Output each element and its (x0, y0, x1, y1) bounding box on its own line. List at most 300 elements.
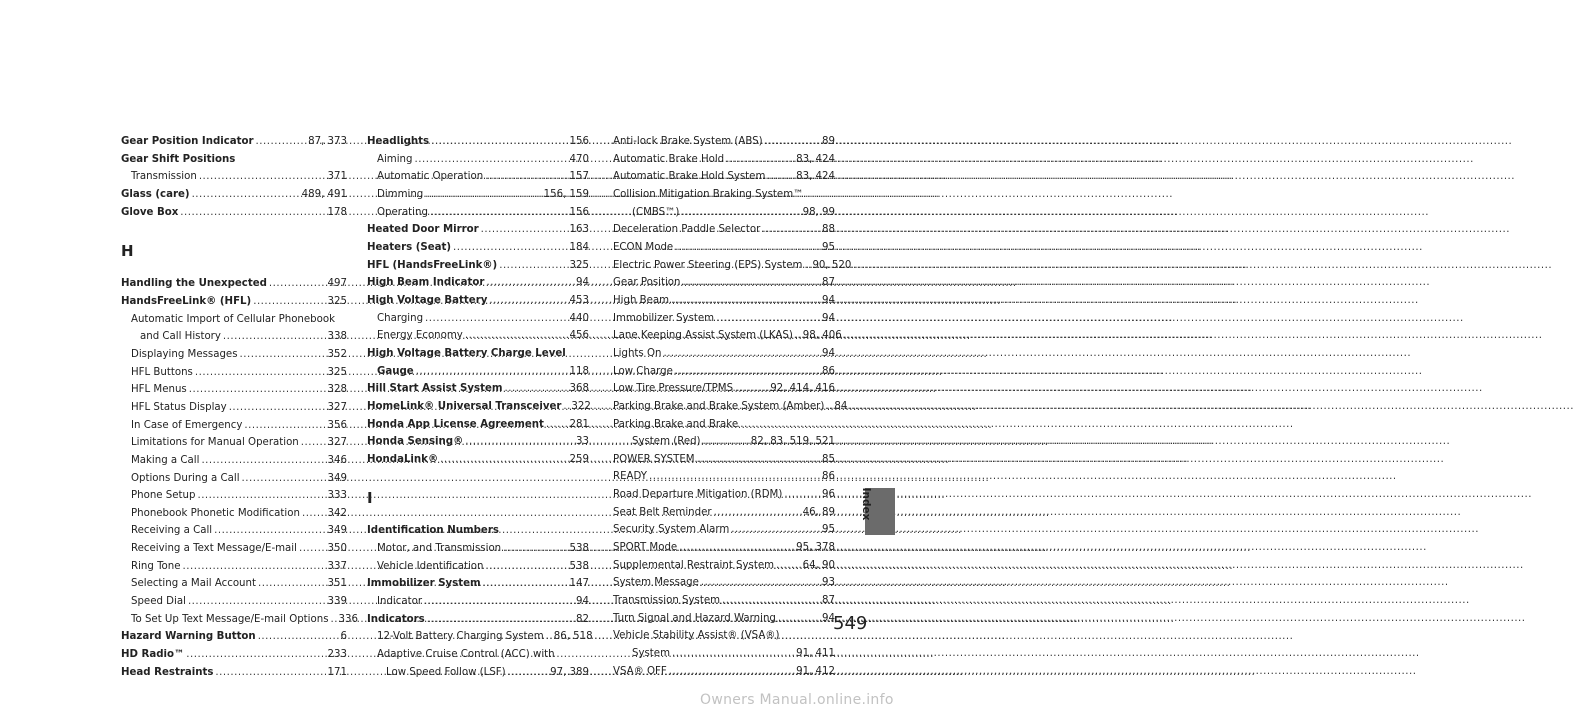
leader-dots (563, 398, 569, 416)
leader-dots (767, 168, 794, 186)
leader-dots (681, 204, 800, 222)
entry-term: Head Restraints (121, 666, 214, 678)
index-entry (367, 593, 589, 611)
entry-pages: 86 (822, 471, 835, 483)
leader-dots (649, 468, 820, 486)
entry-term: Indicators (367, 613, 425, 625)
index-entry (613, 345, 835, 363)
entry-pages: 88 (822, 224, 835, 236)
entry-pages: 470 (569, 153, 589, 165)
leader-dots (683, 274, 821, 292)
index-entry (121, 346, 347, 364)
index-entry (613, 186, 835, 204)
entry-pages: 95 (822, 524, 835, 536)
entry-pages: 440 (569, 312, 589, 324)
entry-term: HFL (HandsFreeLink®) (367, 259, 498, 271)
entry-term: Low Speed Follow (LSF) (386, 666, 506, 678)
entry-pages: 94 (822, 294, 835, 306)
leader-dots (192, 186, 300, 204)
entry-term: High Voltage Battery (367, 294, 488, 306)
entry-term: Security System Alarm (613, 524, 730, 536)
entry-pages: 157 (569, 171, 589, 183)
index-entry (121, 522, 347, 540)
index-entry (367, 664, 589, 682)
entry-term: Motor, and Transmission (377, 543, 502, 555)
leader-dots (229, 399, 326, 417)
entry-pages: 538 (569, 543, 589, 555)
entry-pages: 95, 378 (796, 542, 835, 554)
entry-pages: 453 (569, 294, 589, 306)
entry-term: Limitations for Manual Operation (131, 437, 299, 449)
watermark: Owners Manual.online.info (700, 692, 894, 708)
leader-dots (486, 274, 574, 292)
entry-pages: 333 (327, 490, 347, 502)
entry-pages: 349 (327, 525, 347, 537)
entry-pages: 85 (822, 453, 835, 465)
entry-pages: 336 (338, 613, 358, 625)
entry-term: Low Tire Pressure/TPMS (613, 383, 734, 395)
entry-term: Lights On (613, 347, 662, 359)
leader-dots (675, 363, 820, 381)
leader-dots (183, 558, 326, 576)
leader-dots (722, 592, 820, 610)
entry-term: High Beam (613, 294, 670, 306)
entry-term: Handling the Unexpected (121, 278, 267, 290)
index-entry (613, 274, 835, 292)
entry-term: In Case of Emergency (131, 419, 243, 431)
entry-pages: 350 (327, 543, 347, 555)
index-entry (367, 221, 589, 239)
index-entry (367, 451, 589, 469)
entry-pages: 178 (327, 206, 347, 218)
entry-term: Heaters (Seat) (367, 241, 452, 253)
leader-dots (505, 380, 568, 398)
index-entry (121, 364, 347, 382)
leader-dots (425, 186, 541, 204)
entry-pages: 538 (569, 560, 589, 572)
index-entry (121, 275, 347, 293)
leader-dots (302, 505, 326, 523)
entry-pages: 351 (327, 578, 347, 590)
index-entry (613, 645, 835, 663)
index-entry (121, 452, 347, 470)
entry-pages: 325 (327, 295, 347, 307)
leader-dots (483, 575, 568, 593)
leader-dots (697, 451, 820, 469)
leader-dots (671, 292, 820, 310)
index-entry (613, 592, 835, 610)
entry-pages: 94 (822, 312, 835, 324)
leader-dots (242, 470, 326, 488)
index-entry (367, 611, 589, 629)
entry-term: Energy Economy (377, 330, 463, 342)
leader-dots (253, 293, 325, 311)
index-entry (121, 611, 358, 629)
entry-pages: 6 (340, 631, 347, 643)
section-label: Index (860, 487, 872, 521)
entry-pages: 86, 518 (553, 631, 593, 643)
entry-term: High Voltage Battery Charge Level (367, 347, 566, 359)
entry-term: HomeLink® Universal Transceiver (367, 400, 562, 412)
index-column-1 (121, 133, 358, 681)
entry-term: Parking Brake and Brake System (Amber) (613, 400, 825, 412)
leader-dots (440, 451, 567, 469)
entry-pages: 98, 406 (802, 330, 842, 342)
leader-dots (258, 575, 326, 593)
leader-dots (195, 364, 326, 382)
index-entry (367, 151, 589, 169)
index-entry (613, 521, 835, 539)
entry-term: Headlights (367, 136, 430, 147)
entry-term: System (Red) (632, 436, 701, 448)
entry-pages: 82, 83, 519, 521 (750, 436, 835, 448)
entry-term: Gauge (377, 365, 414, 377)
entry-term: Ring Tone (131, 560, 181, 572)
entry-pages: 346 (327, 454, 347, 466)
entry-pages: 156 (569, 206, 589, 218)
entry-pages: 171 (327, 666, 347, 678)
leader-dots (489, 292, 567, 310)
entry-term: HondaLink® (367, 453, 439, 465)
leader-dots (726, 151, 794, 169)
entry-pages: 281 (569, 418, 589, 430)
entry-term: Parking Brake and Brake (613, 418, 739, 430)
entry-term: HFL Menus (131, 384, 187, 396)
entry-pages: 91, 412 (796, 665, 835, 677)
leader-dots (189, 381, 326, 399)
index-entry (613, 380, 835, 398)
entry-term: Making a Call (131, 454, 200, 466)
leader-dots (186, 646, 325, 664)
entry-pages: 349 (327, 472, 347, 484)
entry-term: Dimming (377, 188, 424, 200)
entry-term: Charging (377, 312, 424, 324)
entry-pages: 89 (822, 136, 835, 147)
leader-dots (784, 486, 820, 504)
leader-dots (804, 257, 810, 275)
index-entry (367, 522, 589, 540)
entry-pages: 259 (569, 453, 589, 465)
index-entry (367, 274, 589, 292)
entry-pages: 46, 89 (802, 506, 835, 518)
entry-term: Gear Shift Positions (121, 153, 236, 165)
entry-pages: 96 (822, 489, 835, 501)
entry-term: Turn Signal and Hazard Warning (613, 612, 776, 624)
index-entry (121, 575, 347, 593)
entry-term: To Set Up Text Message/E-mail Options (131, 613, 329, 625)
entry-pages: 356 (327, 419, 347, 431)
index-entry (121, 646, 347, 664)
entry-term: Automatic Brake Hold System (613, 171, 766, 183)
index-entry (613, 627, 835, 645)
leader-dots (508, 664, 548, 682)
leader-dots (485, 168, 567, 186)
entry-term: Transmission System (613, 595, 721, 607)
leader-dots (197, 487, 325, 505)
entry-pages: 83, 424 (796, 153, 835, 165)
entry-pages: 233 (327, 649, 347, 661)
entry-pages: 87 (822, 595, 835, 607)
section-letter: I (367, 489, 373, 508)
entry-pages: 342 (327, 507, 347, 519)
entry-term: Gear Position Indicator (121, 136, 254, 147)
entry-term: SPORT Mode (613, 542, 678, 554)
entry-pages: 94 (822, 612, 835, 624)
index-entry (121, 186, 347, 204)
index-entry (613, 327, 842, 345)
entry-term: HandsFreeLink® (HFL) (121, 295, 252, 307)
index-entry (121, 293, 347, 311)
entry-pages: 83, 424 (796, 171, 835, 183)
entry-term: ECON Mode (613, 241, 674, 253)
index-entry (367, 416, 589, 434)
entry-pages: 327 (327, 437, 347, 449)
index-entry (367, 186, 589, 204)
entry-term: READY (613, 471, 647, 483)
index-entry (367, 628, 593, 646)
index-entry (613, 310, 835, 328)
leader-dots (453, 239, 568, 257)
index-entry (121, 505, 347, 523)
index-entry (121, 540, 347, 558)
index-entry (121, 381, 347, 399)
index-entry (367, 345, 589, 363)
index-column-2 (367, 133, 593, 681)
index-entry (121, 168, 347, 186)
entry-pages: 94 (822, 347, 835, 359)
entry-term: Heated Door Mirror (367, 224, 479, 236)
entry-pages: 98, 99 (802, 206, 835, 218)
entry-pages: 497 (327, 278, 347, 290)
entry-term: Phonebook Phonetic Modification (131, 507, 300, 519)
leader-dots (503, 540, 567, 558)
index-entry (367, 133, 589, 151)
leader-dots (244, 417, 325, 435)
index-entry (367, 363, 589, 381)
leader-dots (703, 433, 749, 451)
index-entry (613, 539, 835, 557)
entry-term: Phone Setup (131, 490, 196, 502)
entry-term: Automatic Brake Hold (613, 153, 725, 165)
leader-dots (201, 452, 325, 470)
entry-term: System Message (613, 577, 699, 589)
leader-dots (331, 611, 337, 629)
index-entry (613, 363, 835, 381)
entry-pages: 489, 491 (301, 188, 347, 200)
index-entry (367, 239, 589, 257)
entry-term: Adaptive Cruise Control (ACC) with (377, 649, 555, 661)
leader-dots (675, 239, 820, 257)
entry-pages: 322 (571, 400, 591, 412)
entry-term: Automatic Import of Cellular Phonebook (131, 313, 335, 325)
entry-pages: 337 (327, 560, 347, 572)
entry-term: Displaying Messages (131, 348, 238, 360)
entry-pages: 184 (569, 241, 589, 253)
leader-dots (427, 611, 574, 629)
entry-term: Vehicle Identification (377, 560, 484, 572)
index-entry (367, 575, 589, 593)
leader-dots (499, 257, 567, 275)
index-entry (613, 239, 835, 257)
entry-term: High Beam Indicator (367, 277, 485, 289)
page-number: 549 (833, 613, 868, 634)
leader-dots (795, 327, 801, 345)
index-entry (367, 433, 589, 451)
leader-dots (481, 221, 568, 239)
entry-term: Receiving a Call (131, 525, 213, 537)
entry-term: Aiming (377, 153, 413, 165)
index-entry (613, 663, 835, 681)
entry-pages: 368 (569, 383, 589, 395)
index-entry (613, 221, 835, 239)
entry-term: Road Departure Mitigation (RDM) (613, 489, 783, 501)
leader-dots (669, 663, 794, 681)
entry-pages: 371 (327, 171, 347, 183)
entry-term: Low Charge (613, 365, 673, 377)
entry-pages: 87, 373 (308, 136, 347, 147)
entry-term: HD Radio™ (121, 649, 185, 661)
index-entry (121, 417, 347, 435)
entry-pages: 352 (327, 348, 347, 360)
index-entry (613, 416, 835, 434)
entry-term: Anti-lock Brake System (ABS) (613, 136, 763, 147)
entry-term: Deceleration Paddle Selector (613, 224, 761, 236)
entry-pages: 118 (569, 365, 589, 377)
index-entry (613, 574, 835, 592)
entry-pages: 163 (569, 224, 589, 236)
entry-pages: 94 (576, 596, 589, 608)
leader-dots (778, 610, 820, 628)
entry-term: Identification Numbers (367, 525, 499, 537)
index-entry (121, 328, 347, 346)
entry-term: Automatic Operation (377, 171, 484, 183)
entry-pages: 95 (822, 241, 835, 253)
leader-dots (465, 433, 574, 451)
entry-pages: 94 (576, 277, 589, 289)
entry-pages: 64, 90 (802, 559, 835, 571)
entry-term: Supplemental Restraint System (613, 559, 775, 571)
entry-term: Indicator (377, 596, 423, 608)
entry-term: Glass (care) (121, 188, 190, 200)
entry-term: Immobilizer System (367, 578, 481, 590)
entry-term: and Call History (140, 331, 221, 343)
leader-dots (465, 327, 568, 345)
index-entry (367, 257, 589, 275)
entry-term: Seat Belt Reminder (613, 506, 712, 518)
index-entry (367, 540, 589, 558)
leader-dots (546, 416, 568, 434)
index-entry (613, 257, 852, 275)
leader-dots (714, 504, 801, 522)
leader-dots (430, 204, 568, 222)
index-entry (121, 664, 347, 682)
leader-dots (765, 133, 820, 151)
index-entry (121, 399, 347, 417)
entry-pages: 91, 411 (796, 648, 835, 660)
entry-pages: 325 (569, 259, 589, 271)
leader-dots (762, 221, 820, 239)
entry-term: Receiving a Text Message/E-mail (131, 543, 297, 555)
index-entry (121, 593, 347, 611)
entry-term: Operating (377, 206, 428, 218)
entry-pages: 156 (569, 136, 589, 147)
index-entry (613, 398, 848, 416)
entry-pages: 339 (327, 596, 347, 608)
entry-term: Honda Sensing® (367, 436, 464, 448)
entry-term: Options During a Call (131, 472, 240, 484)
leader-dots (301, 434, 326, 452)
index-entry (121, 628, 347, 646)
entry-pages: 84 (834, 400, 848, 412)
leader-dots (431, 133, 567, 151)
entry-term: POWER SYSTEM (613, 453, 695, 465)
entry-term: Transmission (131, 171, 197, 183)
index-entry (367, 168, 589, 186)
entry-pages: 86 (822, 365, 835, 377)
entry-term: Glove Box (121, 206, 179, 218)
leader-dots (731, 521, 820, 539)
index-entry (613, 204, 835, 222)
leader-dots (701, 574, 820, 592)
leader-dots (425, 310, 568, 328)
index-entry (367, 327, 589, 345)
entry-pages: 325 (327, 366, 347, 378)
leader-dots (546, 628, 552, 646)
entry-term: Hazard Warning Button (121, 631, 256, 643)
leader-dots (215, 664, 325, 682)
entry-term: (CMBS™) (632, 206, 680, 218)
index-entry (613, 292, 835, 310)
entry-term: Collision Mitigation Braking System™ (613, 188, 804, 200)
index-entry (121, 311, 347, 329)
entry-pages: 87 (822, 277, 835, 289)
index-entry (121, 151, 347, 169)
leader-dots (776, 557, 801, 575)
entry-term: VSA® OFF (613, 665, 667, 677)
leader-dots (258, 628, 339, 646)
entry-term: Honda App License Agreement (367, 418, 544, 430)
index-entry (613, 610, 835, 628)
entry-pages: 33 (576, 436, 589, 448)
entry-pages: 82 (576, 613, 589, 625)
leader-dots (199, 168, 326, 186)
leader-dots (735, 380, 768, 398)
index-entry (121, 470, 347, 488)
leader-dots (485, 558, 567, 576)
entry-term: HFL Buttons (131, 366, 193, 378)
leader-dots (180, 204, 325, 222)
entry-term: Vehicle Stability Assist® (VSA®) (613, 630, 780, 642)
entry-term: Speed Dial (131, 596, 186, 608)
leader-dots (214, 522, 325, 540)
index-entry (613, 468, 835, 486)
index-entry (613, 451, 835, 469)
leader-dots (414, 151, 567, 169)
index-entry (367, 646, 589, 664)
index-entry (613, 133, 835, 151)
index-entry (121, 204, 347, 222)
entry-term: Hill Start Assist System (367, 383, 503, 395)
leader-dots (672, 645, 794, 663)
entry-pages: 147 (569, 578, 589, 590)
entry-pages: 90, 520 (812, 259, 852, 271)
index-entry (613, 151, 835, 169)
entry-pages: 456 (569, 330, 589, 342)
entry-pages: 93 (822, 577, 835, 589)
leader-dots (826, 398, 832, 416)
index-entry (613, 168, 835, 186)
index-entry (367, 558, 589, 576)
